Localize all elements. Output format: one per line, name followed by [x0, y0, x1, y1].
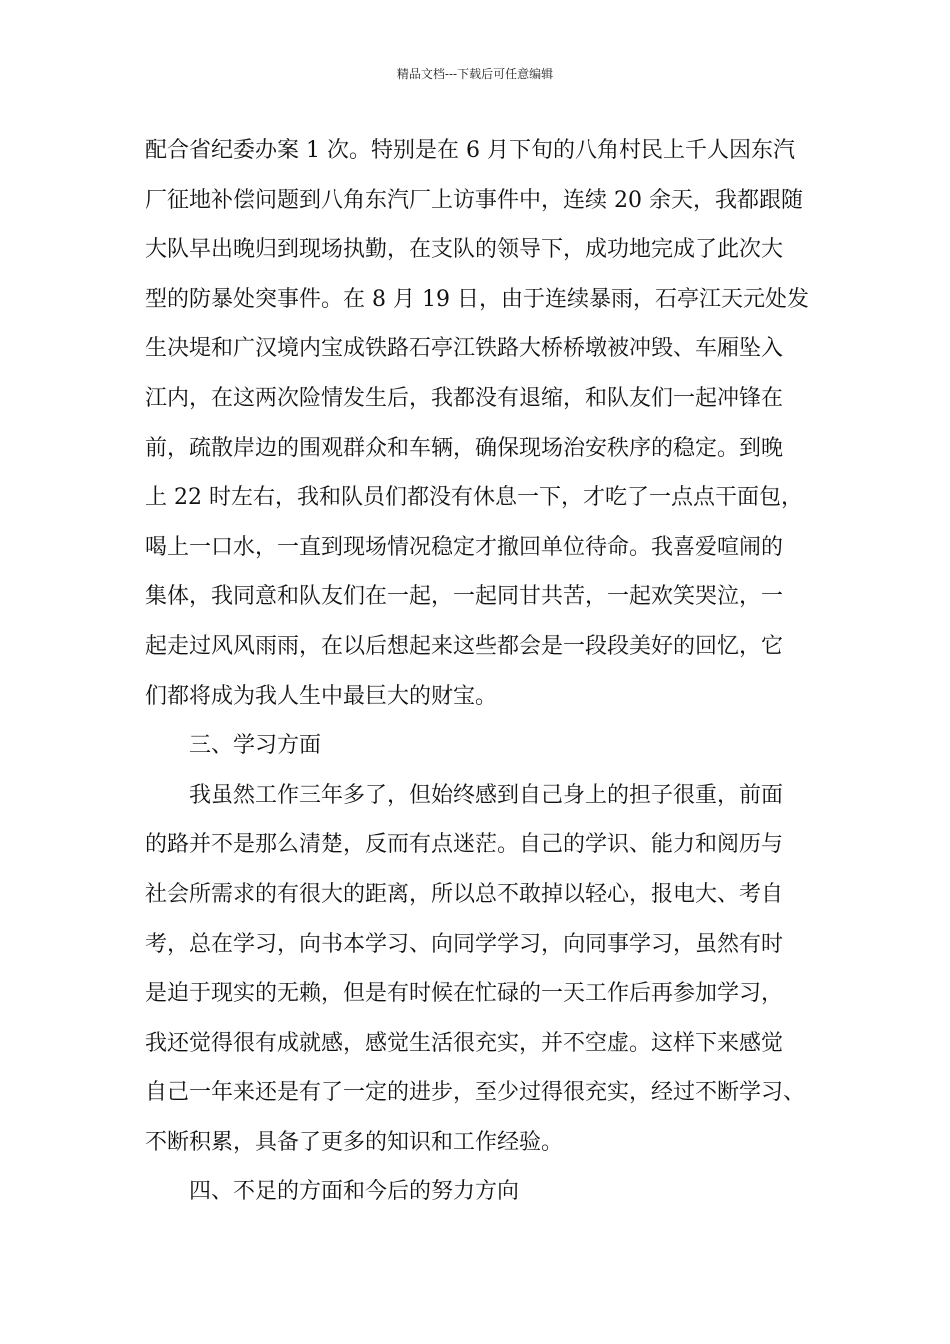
text-line: 上 22 时左右，我和队员们都没有休息一下，才吃了一点点干面包，	[145, 485, 803, 511]
text-line: 我还觉得很有成就感，感觉生活很充实，并不空虚。这样下来感觉	[145, 1030, 784, 1056]
text-line: 喝上一口水，一直到现场情况稳定才撤回单位待命。我喜爱喧闹的	[145, 534, 784, 560]
text-line: 是迫于现实的无赖，但是有时候在忙碌的一天工作后再参加学习，	[145, 981, 784, 1007]
section-heading-shortcomings: 四、不足的方面和今后的努力方向	[189, 1179, 520, 1205]
text-line: 大队早出晚归到现场执勤，在支队的领导下，成功地完成了此次大	[145, 237, 784, 263]
text-line: 起走过风风雨雨，在以后想起来这些都会是一段段美好的回忆，它	[145, 633, 784, 659]
text-line: 前，疏散岸边的围观群众和车辆，确保现场治安秩序的稳定。到晚	[145, 435, 784, 461]
text-line: 生决堤和广汉境内宝成铁路石亭江铁路大桥桥墩被冲毁、车厢坠入	[145, 336, 784, 362]
text-line: 集体，我同意和队友们在一起，一起同甘共苦，一起欢笑哭泣，一	[145, 584, 784, 610]
section-heading-study: 三、学习方面	[189, 733, 322, 759]
paragraph-start: 我虽然工作三年多了，但始终感到自己身上的担子很重，前面	[189, 782, 784, 808]
text-line: 自己一年来还是有了一定的进步，至少过得很充实，经过不断学习、	[145, 1080, 806, 1106]
text-line: 不断积累，具备了更多的知识和工作经验。	[145, 1129, 564, 1155]
text-line: 们都将成为我人生中最巨大的财宝。	[145, 683, 498, 709]
text-line: 厂征地补偿问题到八角东汽厂上访事件中，连续 20 余天，我都跟随	[145, 187, 803, 213]
text-line: 型的防暴处突事件。在 8 月 19 日，由于连续暴雨，石亭江天元处发	[145, 286, 809, 312]
text-line: 考，总在学习，向书本学习、向同学学习，向同事学习，虽然有时	[145, 931, 784, 957]
page-header: 精品文档---下载后可任意编辑	[396, 67, 554, 81]
document-body	[145, 134, 845, 1225]
text-line: 的路并不是那么清楚，反而有点迷茫。自己的学识、能力和阅历与	[145, 832, 784, 858]
text-line: 配合省纪委办案 1 次。特别是在 6 月下旬的八角村民上千人因东汽	[145, 138, 795, 163]
text-line: 江内，在这两次险情发生后，我都没有退缩，和队友们一起冲锋在	[145, 385, 784, 411]
text-line: 社会所需求的有很大的距离，所以总不敢掉以轻心，报电大、考自	[145, 881, 784, 907]
